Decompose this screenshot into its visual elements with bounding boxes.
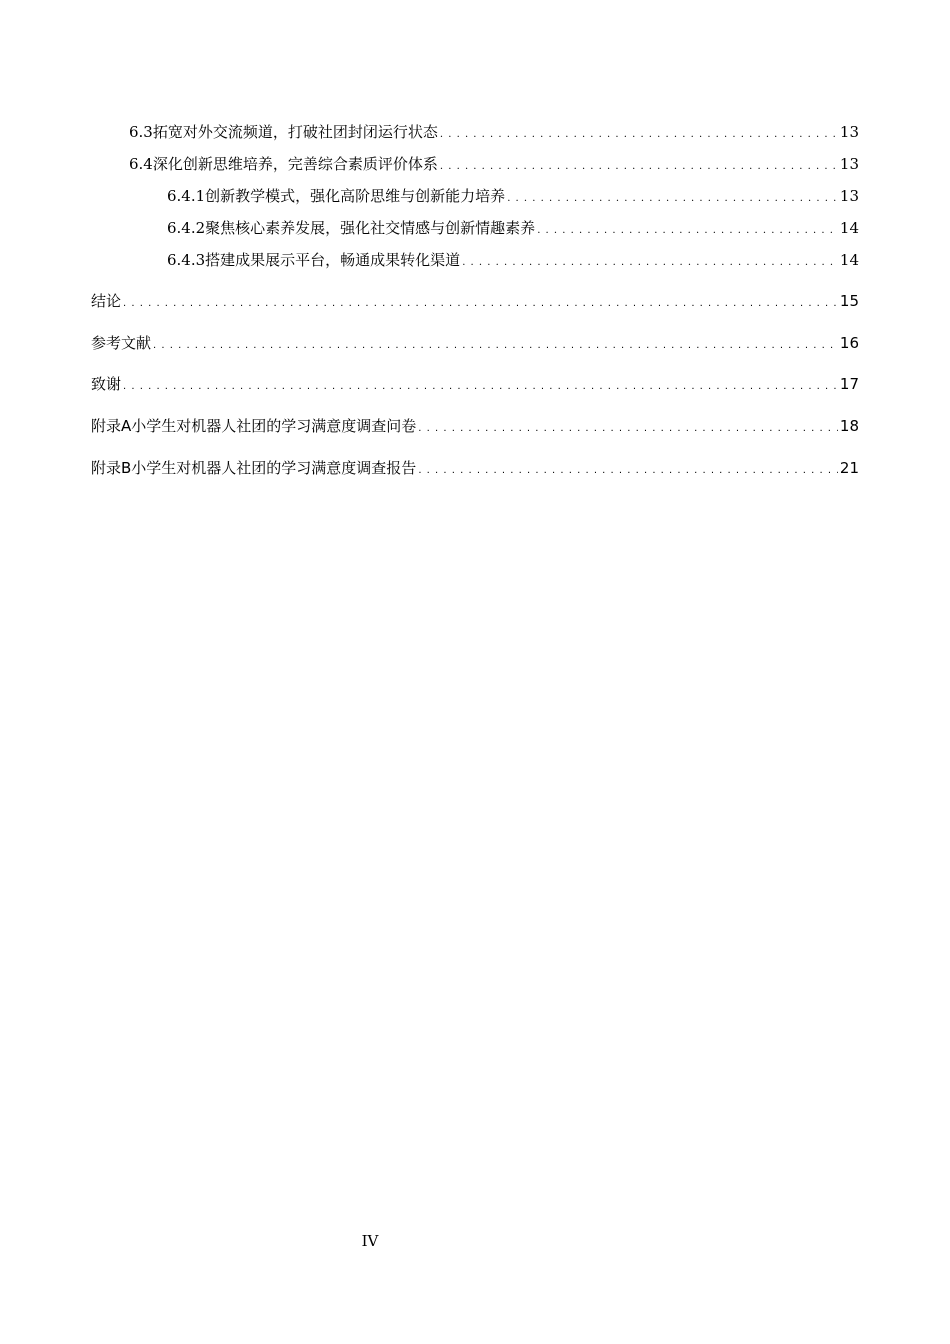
toc-entry-title: 聚焦核心素养发展，强化社交情感与创新情趣素养: [205, 219, 536, 237]
toc-entry[interactable]: [129, 153, 859, 174]
toc-entry[interactable]: [91, 415, 859, 436]
toc-leader-dots: [153, 334, 838, 352]
toc-entry-title: 小学生对机器人社团的学习满意度调查问卷: [131, 417, 417, 435]
toc-entry-number: 6.4.3: [167, 251, 206, 269]
toc-leader-dots: [537, 219, 838, 237]
toc-entry[interactable]: [167, 217, 859, 238]
toc-entry-page: 13: [839, 187, 859, 205]
toc-entry[interactable]: [91, 373, 859, 394]
toc-entry-title: 拓宽对外交流频道，打破社团封闭运行状态: [152, 123, 438, 141]
toc-leader-dots: [123, 292, 838, 310]
toc-entry-page: 14: [839, 219, 859, 237]
toc-leader-dots: [418, 459, 838, 477]
toc-entry[interactable]: [167, 185, 859, 206]
toc-leader-dots: [123, 375, 838, 393]
toc-entry-number: 6.3: [129, 123, 153, 141]
toc-entry-page: 21: [839, 459, 859, 477]
toc-entry-title: 结论: [91, 292, 122, 310]
toc-leader-dots: [462, 251, 838, 269]
toc-entry-page: 13: [839, 155, 859, 173]
toc-entry-title: 创新教学模式，强化高阶思维与创新能力培养: [205, 187, 506, 205]
toc-entry-title: 小学生对机器人社团的学习满意度调查报告: [131, 459, 417, 477]
toc-leader-dots: [440, 123, 838, 141]
toc-entry-page: 17: [839, 375, 859, 393]
toc-entry[interactable]: [129, 121, 859, 142]
toc-entry-page: 13: [839, 123, 859, 141]
toc-entry-number: 附录A: [91, 417, 132, 435]
toc-entry-title: 深化创新思维培养，完善综合素质评价体系: [152, 155, 438, 173]
page-number-footer: IV: [361, 1232, 379, 1250]
toc-leader-dots: [418, 417, 838, 435]
toc-leader-dots: [507, 187, 838, 205]
toc-entry[interactable]: [91, 332, 859, 353]
toc-entry-number: 6.4: [129, 155, 153, 173]
toc-entry-title: 致谢: [91, 375, 122, 393]
toc-entry-page: 16: [839, 334, 859, 352]
toc-entry[interactable]: [167, 249, 859, 270]
toc-entry-number: 6.4.1: [167, 187, 206, 205]
toc-entry-title: 参考文献: [91, 334, 152, 352]
toc-entry[interactable]: [91, 457, 859, 478]
toc-entry-page: 18: [839, 417, 859, 435]
toc-entry-page: 14: [839, 251, 859, 269]
toc-leader-dots: [440, 155, 838, 173]
toc-entry-number: 附录B: [91, 459, 132, 477]
toc-entry[interactable]: [91, 290, 859, 311]
toc-entry-page: 15: [839, 292, 859, 310]
toc-entry-title: 搭建成果展示平台，畅通成果转化渠道: [205, 251, 461, 269]
toc-entry-number: 6.4.2: [167, 219, 206, 237]
